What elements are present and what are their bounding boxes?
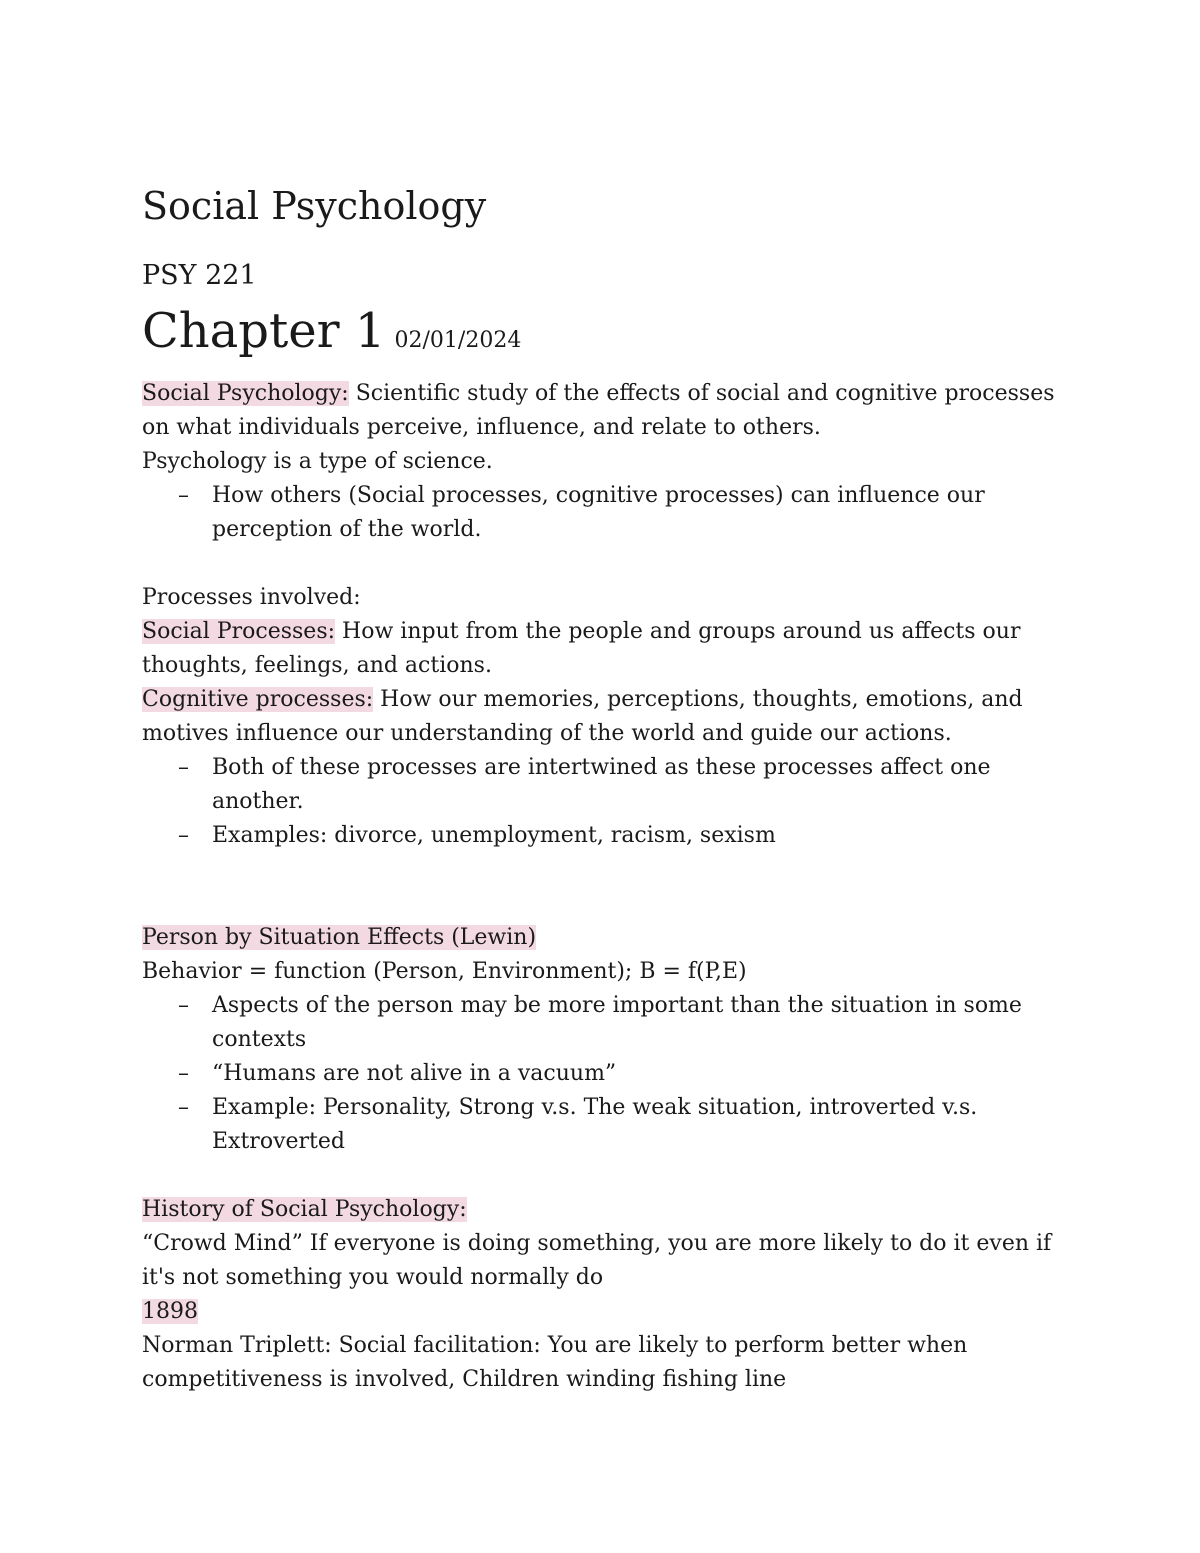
social-processes-paragraph	[142, 615, 1072, 683]
cognitive-processes-paragraph	[142, 683, 1072, 751]
chapter-title: Chapter 1	[142, 303, 386, 359]
list-item: – Aspects of the person may be more important than the situation in some contexts	[212, 989, 1072, 1057]
spacer	[142, 853, 1072, 921]
notes-body	[142, 377, 1072, 1397]
definition-line2: Psychology is a type of science.	[142, 449, 493, 474]
cognitive-processes-term: Cognitive processes:	[142, 687, 374, 712]
behavior-formula: Behavior = function (Person, Environment); B = f(P,E)	[142, 959, 747, 984]
definition-bullets	[142, 479, 1072, 547]
history-year: 1898	[142, 1299, 198, 1324]
document-title: Social Psychology	[142, 184, 487, 228]
list-item: – How others (Social processes, cognitive processes) can influence our perception of the world.	[212, 479, 1072, 547]
definition-term: Social Psychology:	[142, 381, 349, 406]
spacer	[142, 1159, 1072, 1193]
crowd-mind-paragraph: “Crowd Mind” If everyone is doing something, you are more likely to do it even if it's not something you would normally do	[142, 1231, 1052, 1290]
definition-paragraph	[142, 377, 1072, 445]
definition-text: Scientific study of the effects of social and cognitive processes on what individuals perceive, influence, and relate to others.	[142, 381, 1055, 440]
list-item: – “Humans are not alive in a vacuum”	[212, 1057, 1072, 1091]
social-processes-text: How input from the people and groups around us affects our thoughts, feelings, and actions.	[142, 619, 1021, 678]
person-situation-paragraph	[142, 921, 1072, 955]
triplett-paragraph: Norman Triplett: Social facilitation: You are likely to perform better when competitiveness is involved, Children winding fishing line	[142, 1333, 968, 1392]
spacer	[142, 547, 1072, 581]
history-heading: History of Social Psychology:	[142, 1197, 467, 1222]
year-paragraph	[142, 1295, 1072, 1329]
history-paragraph	[142, 1193, 1072, 1227]
person-situation-heading: Person by Situation Effects (Lewin)	[142, 925, 537, 950]
list-item: – Example: Personality, Strong v.s. The weak situation, introverted v.s. Extroverted	[212, 1091, 1072, 1159]
person-situation-bullets	[142, 989, 1072, 1159]
document-page	[142, 180, 1072, 1397]
processes-bullets	[142, 751, 1072, 853]
chapter-heading	[142, 300, 1072, 373]
chapter-date: 02/01/2024	[394, 328, 522, 353]
cognitive-processes-text: How our memories, perceptions, thoughts, emotions, and motives influence our understanding of the world and guide our actions.	[142, 687, 1023, 746]
processes-intro: Processes involved:	[142, 585, 361, 610]
list-item: – Both of these processes are intertwined as these processes affect one another.	[212, 751, 1072, 819]
social-processes-term: Social Processes:	[142, 619, 336, 644]
course-code: PSY 221	[142, 260, 257, 291]
list-item: – Examples: divorce, unemployment, racism, sexism	[212, 819, 1072, 853]
